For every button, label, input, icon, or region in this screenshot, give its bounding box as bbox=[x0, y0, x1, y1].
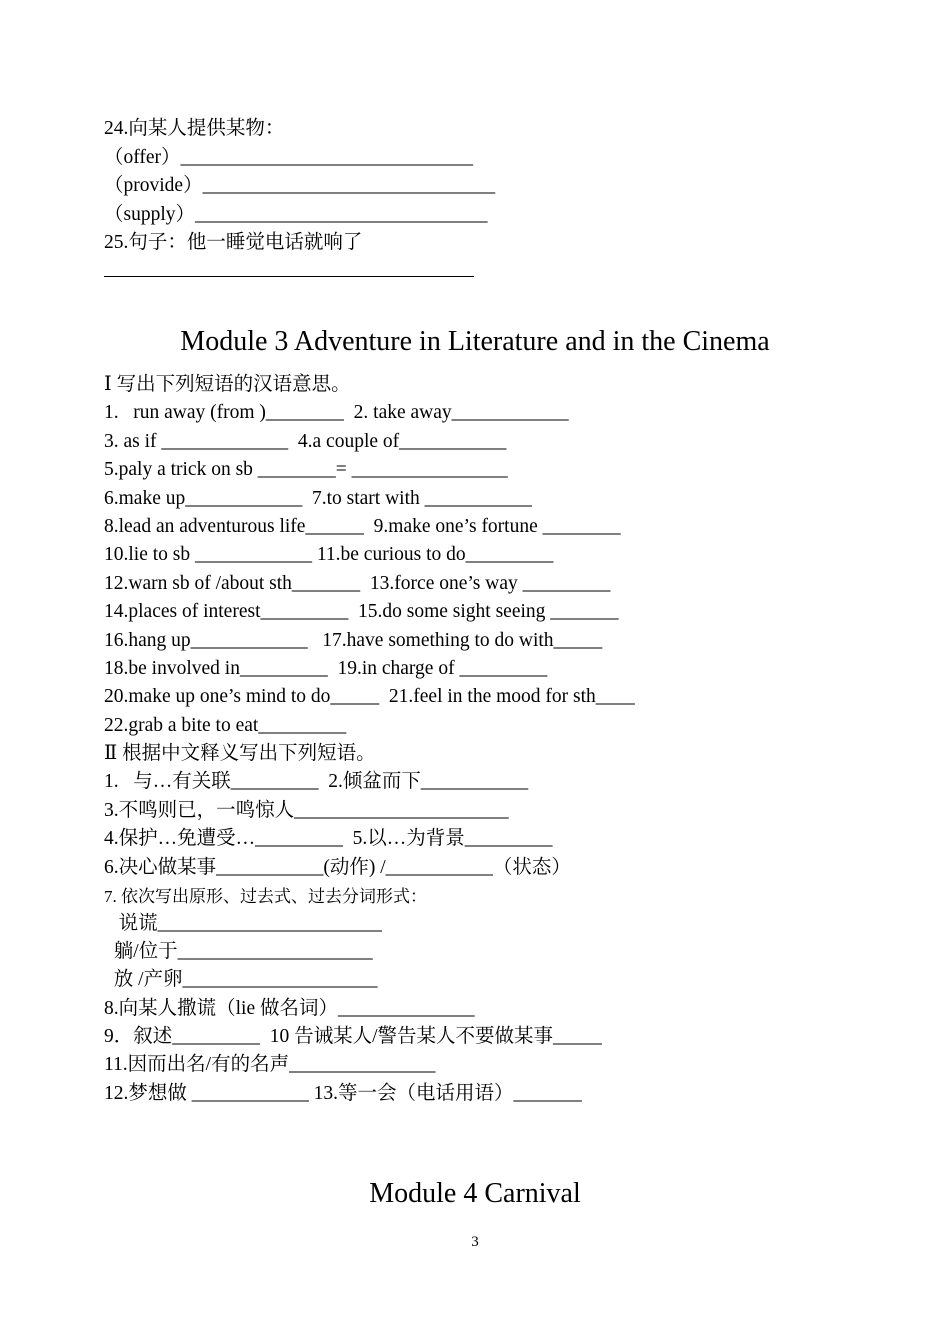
question-25: 25.句子：他一睡觉电话就响了 bbox=[104, 232, 363, 253]
phrase-line: 8.向某人撒谎（lie 做名词）______________ bbox=[104, 998, 475, 1019]
provide-line: （provide）______________________________ bbox=[104, 175, 496, 196]
phrase-line: 11.因而出名/有的名声_______________ bbox=[104, 1054, 436, 1075]
phrase-line: 18.be involved in_________ 19.in charge of _________ bbox=[104, 658, 548, 679]
phrase-line: 22.grab a bite to eat_________ bbox=[104, 715, 347, 736]
offer-line: （offer）______________________________ bbox=[104, 147, 474, 168]
phrase-line: 3.不鸣则已，一鸣惊人______________________ bbox=[104, 800, 509, 821]
part-2-title: Ⅱ 根据中文释义写出下列短语。 bbox=[104, 743, 376, 764]
phrase-line: 8.lead an adventurous life______ 9.make one’s fortune ________ bbox=[104, 516, 621, 537]
verb-form-line: 放 /产卵____________________ bbox=[104, 969, 378, 990]
verb-form-line: 躺/位于____________________ bbox=[104, 941, 373, 962]
phrase-line: 20.make up one’s mind to do_____ 21.feel in the mood for sth____ bbox=[104, 686, 635, 707]
phrase-line: 9．叙述_________ 10 告诫某人/警告某人不要做某事_____ bbox=[104, 1026, 602, 1047]
phrase-line: 4.保护…免遭受…_________ 5.以…为背景_________ bbox=[104, 828, 553, 849]
phrase-line: 12.warn sb of /about sth_______ 13.force one’s way _________ bbox=[104, 573, 611, 594]
question-24-title: 24.向某人提供某物： bbox=[104, 118, 285, 139]
module-4-heading: Module 4 Carnival bbox=[369, 1178, 581, 1209]
phrase-line: 14.places of interest_________ 15.do some sight seeing _______ bbox=[104, 601, 619, 622]
page-number: 3 bbox=[471, 1234, 479, 1250]
answer-blank-25 bbox=[104, 276, 474, 277]
phrase-line: 1. run away (from )________ 2. take away____________ bbox=[104, 402, 569, 423]
phrase-line: 16.hang up____________ 17.have something to do with_____ bbox=[104, 630, 603, 651]
verb-form-line: 说谎_______________________ bbox=[104, 913, 382, 934]
question-7-title: 7. 依次写出原形、过去式、过去分词形式： bbox=[104, 887, 427, 906]
phrase-line: 6.make up____________ 7.to start with ___________ bbox=[104, 488, 532, 509]
phrase-line: 5.paly a trick on sb ________= ________________ bbox=[104, 459, 508, 480]
part-1-title: Ⅰ 写出下列短语的汉语意思。 bbox=[104, 374, 351, 395]
phrase-line: 6.决心做某事___________(动作) /___________（状态） bbox=[104, 857, 571, 878]
phrase-line: 12.梦想做 ____________ 13.等一会（电话用语）_______ bbox=[104, 1083, 582, 1104]
supply-line: （supply）______________________________ bbox=[104, 204, 488, 225]
module-3-heading: Module 3 Adventure in Literature and in the Cinema bbox=[180, 326, 770, 357]
phrase-line: 3. as if _____________ 4.a couple of___________ bbox=[104, 431, 507, 452]
phrase-line: 1. 与…有关联_________ 2.倾盆而下___________ bbox=[104, 771, 529, 792]
phrase-line: 10.lie to sb ____________ 11.be curious to do_________ bbox=[104, 544, 554, 565]
